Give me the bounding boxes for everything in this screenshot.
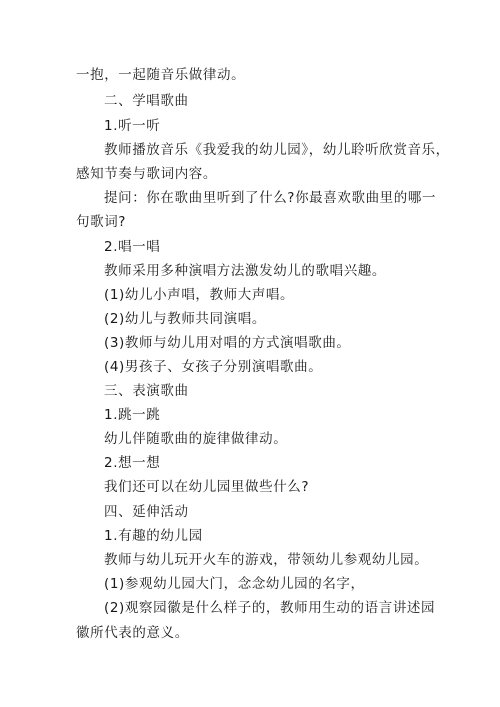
text-line-continuation: 一抱，一起随音乐做律动。 [76,67,246,83]
section-heading-perform-song: 三、表演歌曲 [104,383,189,399]
list-item: (1)参观幼儿园大门，念念幼儿园的名字， [104,576,365,592]
section-heading-learn-song: 二、学唱歌曲 [104,93,189,109]
list-item: (2)观察园徽是什么样子的，教师用生动的语言讲述园 [104,600,436,616]
subheading-think: 2.想一想 [104,455,161,471]
paragraph-line: 徽所代表的意义。 [76,625,189,641]
list-item: (3)教师与幼儿用对唱的方式演唱歌曲。 [104,335,351,351]
list-item: (2)幼儿与教师共同演唱。 [104,311,266,327]
paragraph-line: 感知节奏与歌词内容。 [76,166,217,182]
paragraph-line: 句歌词? [76,214,127,230]
list-item: (4)男孩子、女孩子分别演唱歌曲。 [104,359,323,375]
paragraph-line: 教师与幼儿玩开火车的游戏，带领幼儿参观幼儿园。 [104,552,429,568]
paragraph-line: 我们还可以在幼儿园里做些什么? [104,479,310,495]
paragraph-line: 幼儿伴随歌曲的旋律做律动。 [104,431,288,447]
paragraph-line: 教师采用多种演唱方法激发幼儿的歌唱兴趣。 [104,263,386,279]
list-item: (1)幼儿小声唱，教师大声唱。 [104,287,295,303]
subheading-sing: 2.唱一唱 [104,239,161,255]
section-heading-extension: 四、延伸活动 [104,504,189,520]
subheading-fun-kindergarten: 1.有趣的幼儿园 [104,528,203,544]
paragraph-line: 提问：你在歌曲里听到了什么?你最喜欢歌曲里的哪一 [104,190,437,206]
paragraph-line: 教师播放音乐《我爱我的幼儿园》，幼儿聆听欣赏音乐， [104,142,450,158]
subheading-dance: 1.跳一跳 [104,407,161,423]
subheading-listen: 1.听一听 [104,118,161,134]
